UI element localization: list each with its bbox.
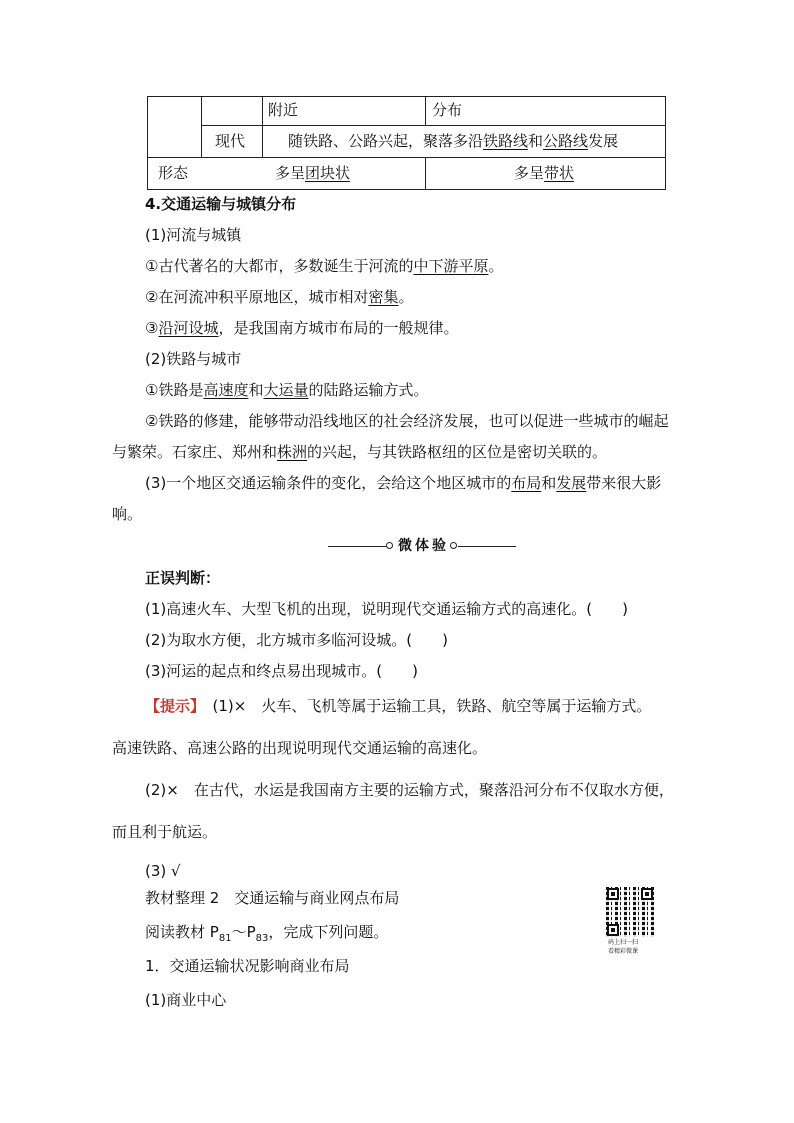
tip-label: 【提示】 [145, 697, 198, 715]
qr-finder [641, 888, 653, 900]
qr-finder [607, 924, 619, 936]
table-rule [425, 96, 426, 126]
answer: 高速铁路、高速公路的出现说明现代交通运输的高速化。 [112, 739, 488, 757]
subsection-heading: (2)铁路与城市 [145, 350, 242, 368]
subsection-heading: (1)商业中心 [145, 991, 227, 1009]
paragraph: ②铁路的修建，能够带动沿线地区的社会经济发展，也可以促进一些城市的崛起 [145, 412, 669, 430]
subsection-heading: (1)河流与城镇 [145, 226, 242, 244]
judge-heading: 正误判断： [145, 569, 221, 587]
paragraph: ②在河流冲积平原地区，城市相对密集。 [145, 288, 414, 306]
divider-heading: 微体验 [398, 538, 449, 554]
question: (3)河运的起点和终点易出现城市。( ) [145, 662, 418, 680]
table-cell: 附近 [268, 101, 299, 119]
section-title: 教材整理 2 交通运输与商业网点布局 [145, 889, 400, 907]
divider-dot [386, 542, 393, 549]
qr-finder [607, 888, 619, 900]
table-rule [147, 189, 666, 190]
paragraph: 与繁荣。石家庄、郑州和株洲的兴起，与其铁路枢纽的区位是密切关联的。 [112, 443, 608, 461]
answer: 【提示】 (1)× 火车、飞机等属于运输工具，铁路、航空等属于运输方式。 [145, 697, 652, 715]
table-rule [147, 96, 148, 190]
paragraph: 阅读教材 $P_{81}\sim P_{83}$，完成下列问题。 [145, 923, 389, 944]
table-cell: 分布 [432, 101, 463, 119]
question: (2)为取水方便，北方城市多临河设城。( ) [145, 631, 448, 649]
section-title: 4.交通运输与城镇分布 [145, 195, 297, 213]
divider-line [458, 546, 516, 547]
table-rule [665, 96, 666, 190]
paragraph: ①铁路是高速度和大运量的陆路运输方式。 [145, 381, 429, 399]
answer: 而且利于航运。 [112, 823, 218, 841]
table-rule [201, 125, 666, 126]
table-cell: 多呈带状 [514, 164, 575, 182]
paragraph: ③沿河设城，是我国南方城市布局的一般规律。 [145, 319, 459, 337]
paragraph: 响。 [112, 505, 143, 523]
table-cell: 随铁路、公路兴起，聚落多沿铁路线和公路线发展 [288, 132, 619, 150]
table-rule [201, 96, 202, 158]
table-rule [147, 157, 666, 158]
divider-dot [450, 542, 457, 549]
table-rule [425, 157, 426, 189]
answer: (3) √ [145, 862, 181, 880]
subsection-heading: 1．交通运输状况影响商业布局 [145, 957, 350, 975]
qr-caption: 看精彩微课 [608, 948, 639, 955]
qr-caption: 码上扫一扫 [608, 939, 639, 946]
table-rule [147, 96, 666, 97]
table-row-label: 形态 [158, 164, 189, 182]
question: (1)高速火车、大型飞机的出现，说明现代交通运输方式的高速化。( ) [145, 600, 628, 618]
table-cell: 多呈团块状 [275, 164, 351, 182]
answer: (2)× 在古代，水运是我国南方主要的运输方式，聚落沿河分布不仅取水方便， [145, 781, 674, 799]
divider-line [328, 546, 386, 547]
paragraph: (3)一个地区交通运输条件的变化，会给这个地区城市的布局和发展带来很大影 [145, 474, 662, 492]
paragraph: ①古代著名的大都市，多数诞生于河流的中下游平原。 [145, 257, 504, 275]
table-row-label: 现代 [215, 132, 246, 150]
table-rule [262, 96, 263, 158]
